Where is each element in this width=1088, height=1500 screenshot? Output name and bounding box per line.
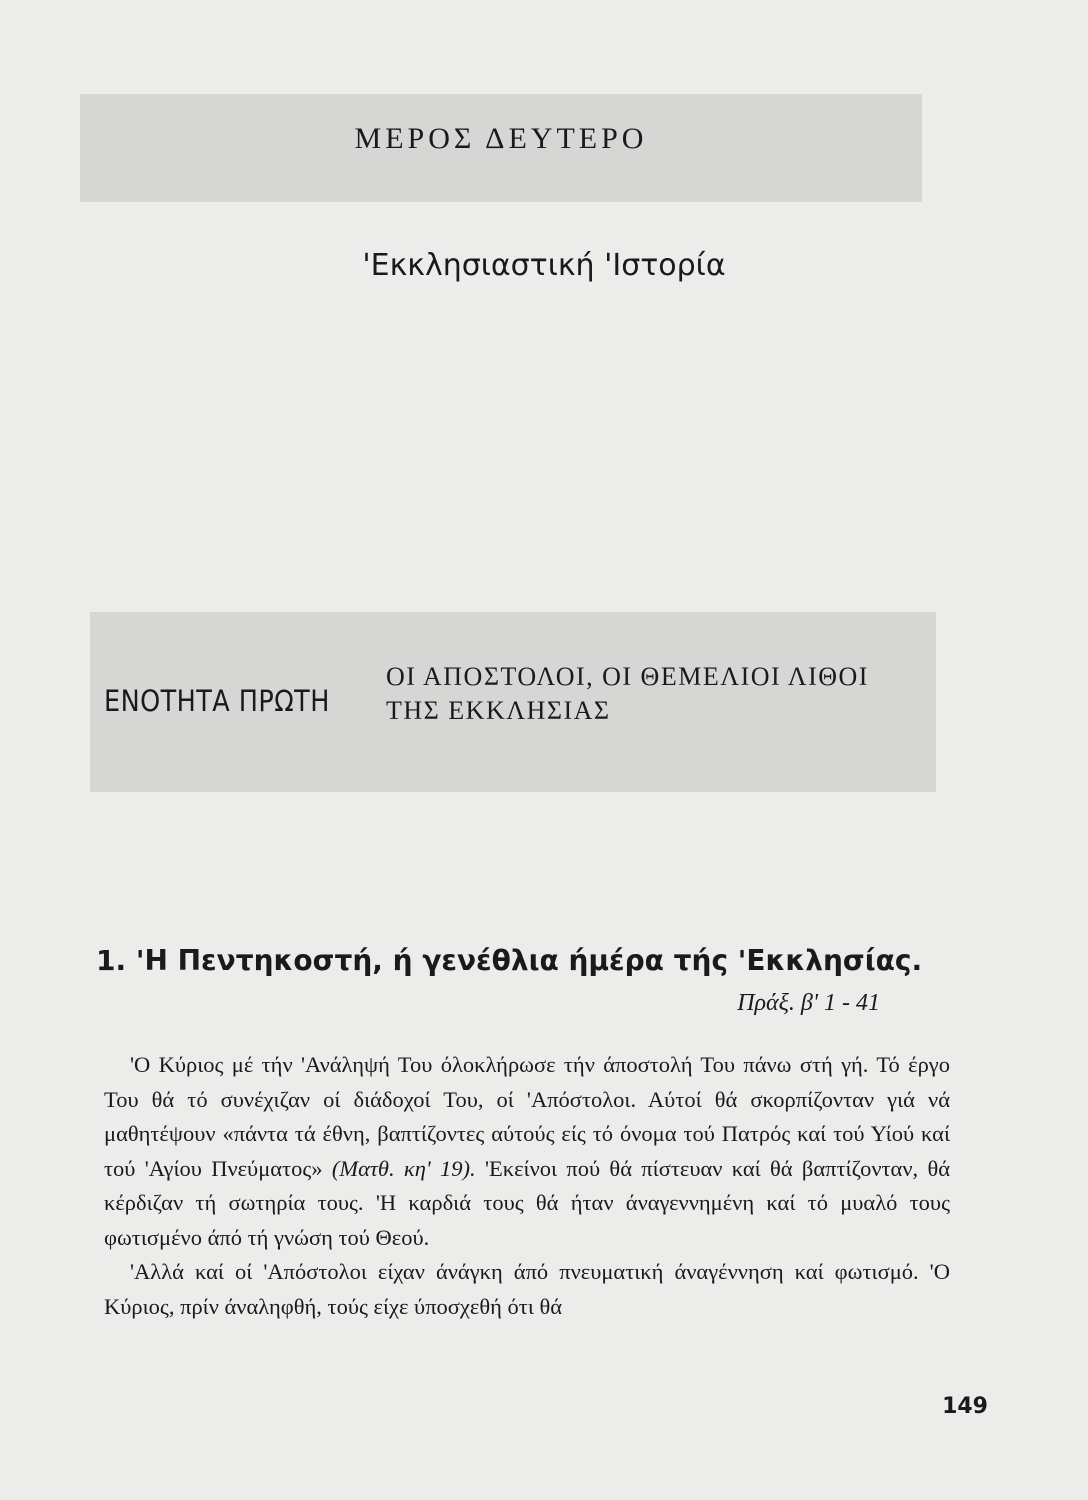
section-heading: 1. 'Η Πεντηκοστή, ή γενέθλια ήμέρα τής 'Εκκλησίας. xyxy=(96,944,923,977)
paragraph-1 xyxy=(104,1048,950,1255)
unit-title xyxy=(386,660,926,728)
page-number: 149 xyxy=(942,1394,988,1419)
paragraph-1-text-a: 'Ο Κύριος μέ τήν 'Ανάληψή Του όλοκλήρωσε τήν άποστολή Του πάνω στή γή. Τό έργο Του θά τό συνέχιζαν οί διάδοχοί Του, οί 'Απόστολοι. Αύτοί θά σκορπίζονταν γιά νά μαθητέψουν «πάντα τά έθνη, βαπτίζοντες αύτούς είς τό όνομα τού Πατρός καί τού Υίού καί τού 'Αγίου Πνεύματος» xyxy=(104,1052,950,1181)
scripture-reference: Πράξ. β' 1 - 41 xyxy=(737,990,880,1016)
unit-title-line2: ΤΗΣ ΕΚΚΛΗΣΙΑΣ xyxy=(386,696,611,725)
part-title: ΜΕΡΟΣ ΔΕΥΤΕΡΟ xyxy=(354,122,648,155)
part-subtitle: 'Εκκλησιαστική 'Ιστορία xyxy=(362,248,726,283)
unit-label: ΕΝΟΤΗΤΑ ΠΡΩΤΗ xyxy=(104,684,330,718)
paragraph-1-citation: (Ματθ. κη' 19). xyxy=(331,1155,476,1181)
unit-title-line1: ΟΙ ΑΠΟΣΤΟΛΟΙ, ΟΙ ΘΕΜΕΛΙΟΙ ΛΙΘΟΙ xyxy=(386,662,869,691)
paragraph-2: 'Αλλά καί οί 'Απόστολοι είχαν άνάγκη άπό πνευματική άναγέννηση καί φωτισμό. 'Ο Κύριος, πρίν άναληφθή, τούς είχε ύποσχεθή ότι θά xyxy=(104,1259,950,1319)
body-text xyxy=(104,1048,950,1324)
paragraph-1-text-b: 'Εκείνοι πού θά πίστευαν καί θά βαπτίζονταν, θά κέρδιζαν τή σωτηρία τους. 'Η καρδιά τους θά ήταν άναγεννημένη καί τό μυαλό τους φωτισμένο άπό τή γνώση τού Θεού. xyxy=(104,1155,951,1250)
